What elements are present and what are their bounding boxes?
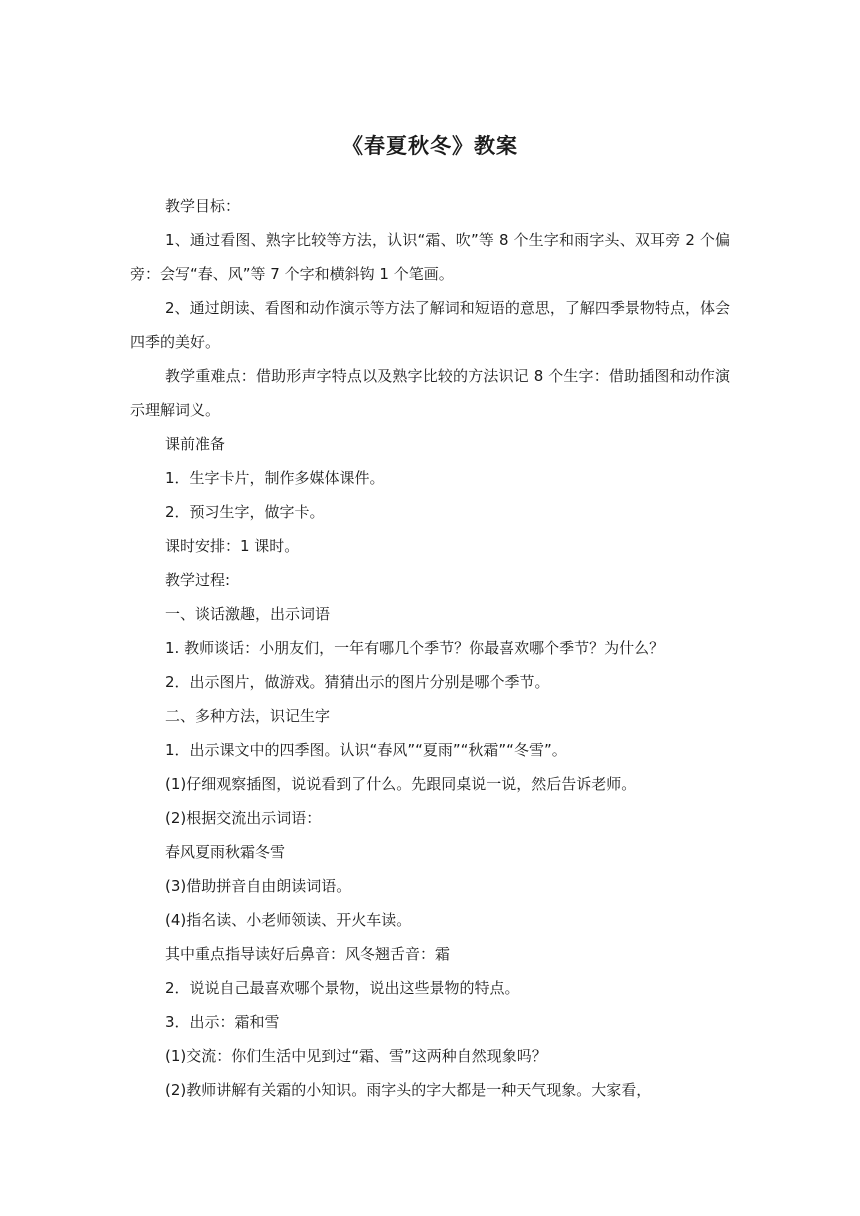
paragraph: (2)教师讲解有关霜的小知识。雨字头的字大都是一种天气现象。大家看， xyxy=(165,1081,652,1099)
paragraph: 1．出示课文中的四季图。认识“春风”“夏雨”“秋霜”“冬雪”。 xyxy=(165,741,567,759)
paragraph: (1)交流：你们生活中见到过“霜、雪”这两种自然现象吗？ xyxy=(165,1047,547,1065)
paragraph: 课前准备 xyxy=(165,435,226,453)
document-body xyxy=(130,189,730,1107)
document-title: 《春夏秋冬》教案 xyxy=(342,134,518,158)
paragraph: 二、多种方法，识记生字 xyxy=(165,707,331,725)
paragraph: 2．出示图片，做游戏。猜猜出示的图片分别是哪个季节。 xyxy=(165,673,550,691)
paragraph: 教学重难点：借助形声字特点以及熟字比较的方法识记 8 个生字：借助插图和动作演示理解词义。 xyxy=(130,367,730,419)
paragraph: (1)仔细观察插图，说说看到了什么。先跟同桌说一说，然后告诉老师。 xyxy=(165,775,637,793)
paragraph: 2．预习生字，做字卡。 xyxy=(165,503,325,521)
paragraph: 1．生字卡片，制作多媒体课件。 xyxy=(165,469,385,487)
paragraph: 一、谈话激趣，出示词语 xyxy=(165,605,331,623)
paragraph: (2)根据交流出示词语： xyxy=(165,809,322,827)
paragraph: 2、通过朗读、看图和动作演示等方法了解词和短语的意思，了解四季景物特点，体会四季的美好。 xyxy=(130,299,730,351)
paragraph: 教学过程: xyxy=(165,571,231,589)
paragraph: 2．说说自己最喜欢哪个景物，说出这些景物的特点。 xyxy=(165,979,520,997)
paragraph: (3)借助拼音自由朗读词语。 xyxy=(165,877,352,895)
paragraph: 1. 教师谈话：小朋友们，一年有哪几个季节？你最喜欢哪个季节？为什么？ xyxy=(165,639,665,657)
paragraph: 课时安排：1 课时。 xyxy=(165,537,300,555)
paragraph: 3．出示：霜和雪 xyxy=(165,1013,280,1031)
paragraph: 其中重点指导读好后鼻音：风冬翘舌音：霜 xyxy=(165,945,451,963)
paragraph: 1、通过看图、熟字比较等方法，认识“霜、吹”等 8 个生字和雨字头、双耳旁 2 个偏旁：会写“春、风”等 7 个字和横斜钩 1 个笔画。 xyxy=(130,231,730,283)
paragraph: (4)指名读、小老师领读、开火车读。 xyxy=(165,911,412,929)
paragraph: 教学目标： xyxy=(165,197,241,215)
paragraph: 春风夏雨秋霜冬雪 xyxy=(165,843,286,861)
